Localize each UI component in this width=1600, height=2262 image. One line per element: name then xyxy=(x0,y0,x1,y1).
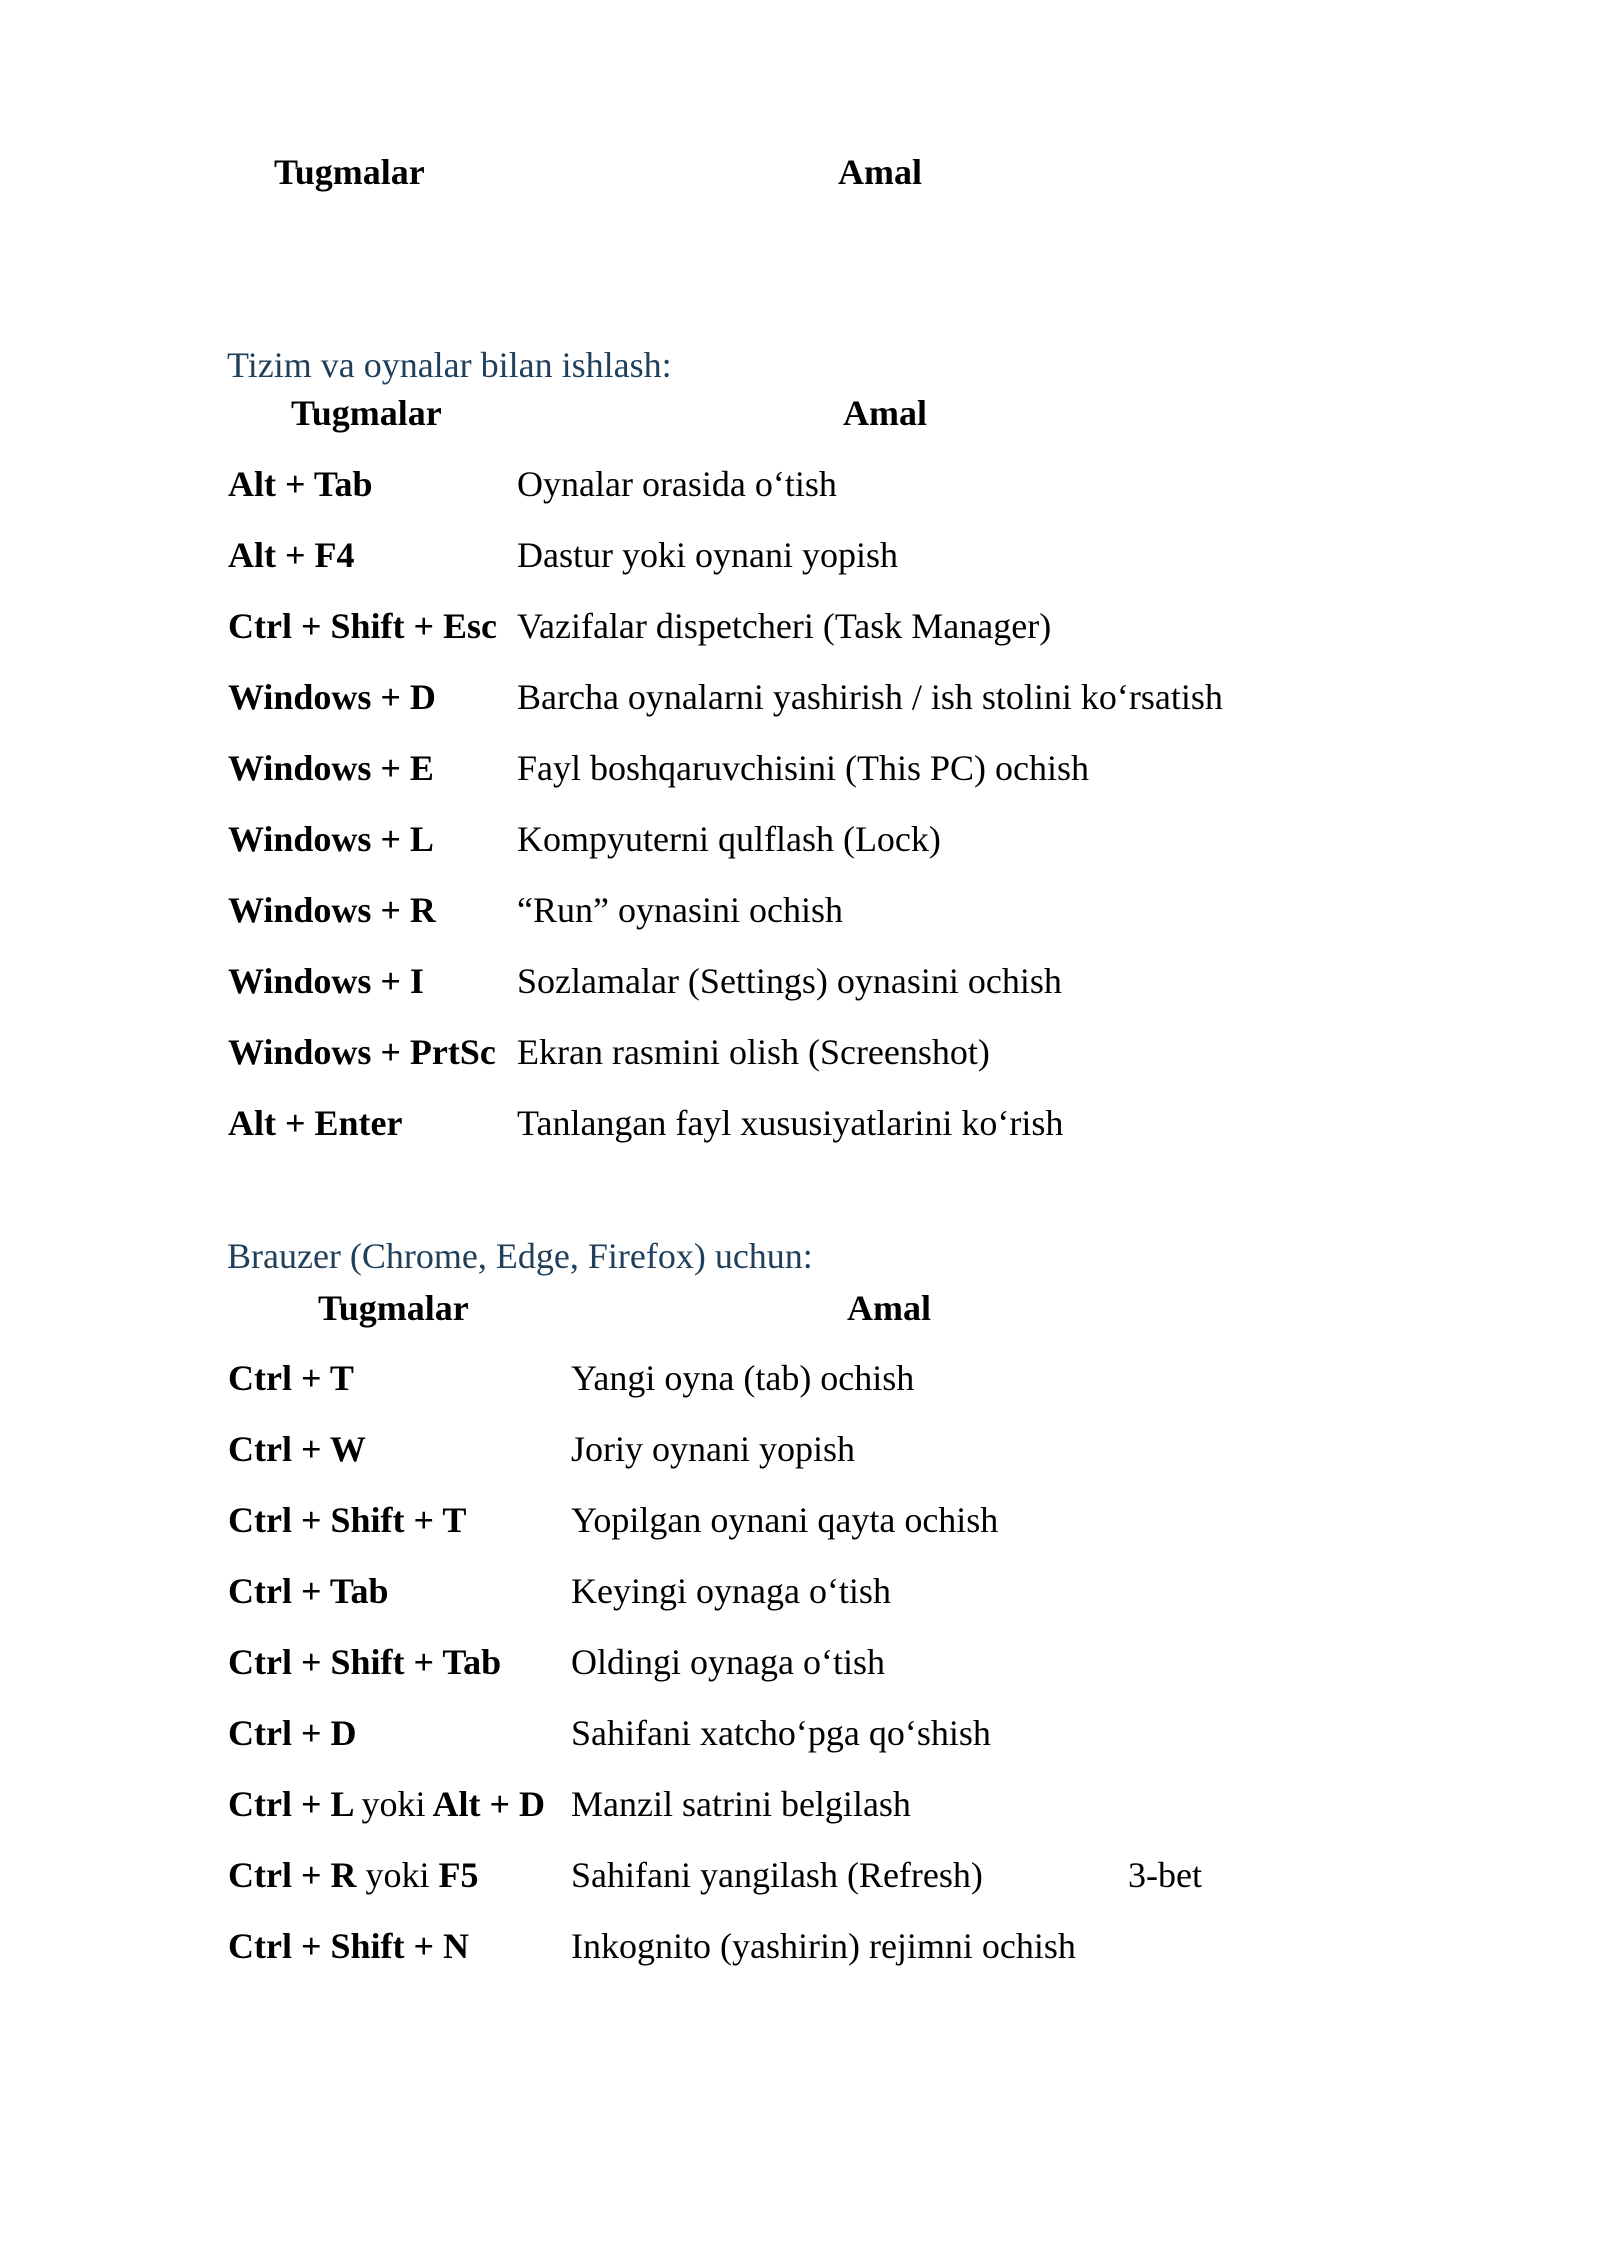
s1-row-keys: Alt + Tab xyxy=(228,464,373,504)
s2-row-action: Sahifani yangilash (Refresh) xyxy=(571,1855,983,1895)
s2-row-keys xyxy=(228,1783,545,1825)
s1-row-keys: Windows + I xyxy=(228,961,424,1001)
section1-title: Tizim va oynalar bilan ishlash: xyxy=(227,345,672,385)
s2-row-keys-a: Ctrl + R xyxy=(228,1855,357,1895)
s1-row-action: Tanlangan fayl xususiyatlarini ko‘rish xyxy=(517,1103,1064,1143)
s2-row-keys: Ctrl + W xyxy=(228,1429,366,1469)
s2-row-keys-b: Alt + D xyxy=(432,1784,546,1824)
page-number: 3-bet xyxy=(1128,1855,1202,1895)
s1-row-action: Dastur yoki oynani yopish xyxy=(517,535,898,575)
s1-row-keys: Ctrl + Shift + Esc xyxy=(228,606,498,646)
s2-row-keys: Ctrl + Shift + N xyxy=(228,1926,470,1966)
s1-row-keys: Alt + Enter xyxy=(228,1103,403,1143)
s2-row-keys-b: F5 xyxy=(438,1855,479,1895)
s2-row-action: Joriy oynani yopish xyxy=(571,1429,855,1469)
s2-row-keys xyxy=(228,1854,479,1896)
s1-row-keys: Windows + L xyxy=(228,819,434,859)
s1-row-keys: Windows + E xyxy=(228,748,434,788)
section2-title: Brauzer (Chrome, Edge, Firefox) uchun: xyxy=(227,1236,813,1276)
section1-header-action: Amal xyxy=(843,393,927,433)
s2-row-keys: Ctrl + D xyxy=(228,1713,357,1753)
s1-row-keys: Windows + D xyxy=(228,677,436,717)
top-header-action: Amal xyxy=(838,152,922,192)
s1-row-action: Fayl boshqaruvchisini (This PC) ochish xyxy=(517,748,1089,788)
s2-row-keys-sep: yoki xyxy=(365,1855,430,1895)
section2-header-keys: Tugmalar xyxy=(318,1288,469,1328)
s2-row-keys: Ctrl + T xyxy=(228,1358,354,1398)
s2-row-keys: Ctrl + Shift + T xyxy=(228,1500,467,1540)
s1-row-keys: Windows + PrtSc xyxy=(228,1032,496,1072)
section1-header-keys: Tugmalar xyxy=(291,393,442,433)
s2-row-action: Manzil satrini belgilash xyxy=(571,1784,911,1824)
s1-row-action: Barcha oynalarni yashirish / ish stolini ko‘rsatish xyxy=(517,677,1223,717)
s1-row-action: Ekran rasmini olish (Screenshot) xyxy=(517,1032,990,1072)
s1-row-action: Oynalar orasida o‘tish xyxy=(517,464,837,504)
s2-row-keys: Ctrl + Shift + Tab xyxy=(228,1642,502,1682)
s2-row-keys-sep: yoki xyxy=(361,1784,426,1824)
s2-row-action: Oldingi oynaga o‘tish xyxy=(571,1642,885,1682)
s2-row-keys-a: Ctrl + L xyxy=(228,1784,353,1824)
s1-row-keys: Alt + F4 xyxy=(228,535,355,575)
s1-row-action: Sozlamalar (Settings) oynasini ochish xyxy=(517,961,1062,1001)
s2-row-keys: Ctrl + Tab xyxy=(228,1571,389,1611)
section2-title-line xyxy=(227,1235,813,1277)
s2-row-action: Inkognito (yashirin) rejimni ochish xyxy=(571,1926,1076,1966)
s2-row-action: Yangi oyna (tab) ochish xyxy=(571,1358,915,1398)
s2-row-action: Sahifani xatcho‘pga qo‘shish xyxy=(571,1713,991,1753)
s1-row-action: Kompyuterni qulflash (Lock) xyxy=(517,819,941,859)
s1-row-action: Vazifalar dispetcheri (Task Manager) xyxy=(517,606,1052,646)
s1-row-keys: Windows + R xyxy=(228,890,436,930)
top-header-keys: Tugmalar xyxy=(274,152,425,192)
s2-row-action: Keyingi oynaga o‘tish xyxy=(571,1571,891,1611)
s1-row-action: “Run” oynasini ochish xyxy=(517,890,843,930)
section2-header-action: Amal xyxy=(847,1288,931,1328)
s2-row-action: Yopilgan oynani qayta ochish xyxy=(571,1500,999,1540)
